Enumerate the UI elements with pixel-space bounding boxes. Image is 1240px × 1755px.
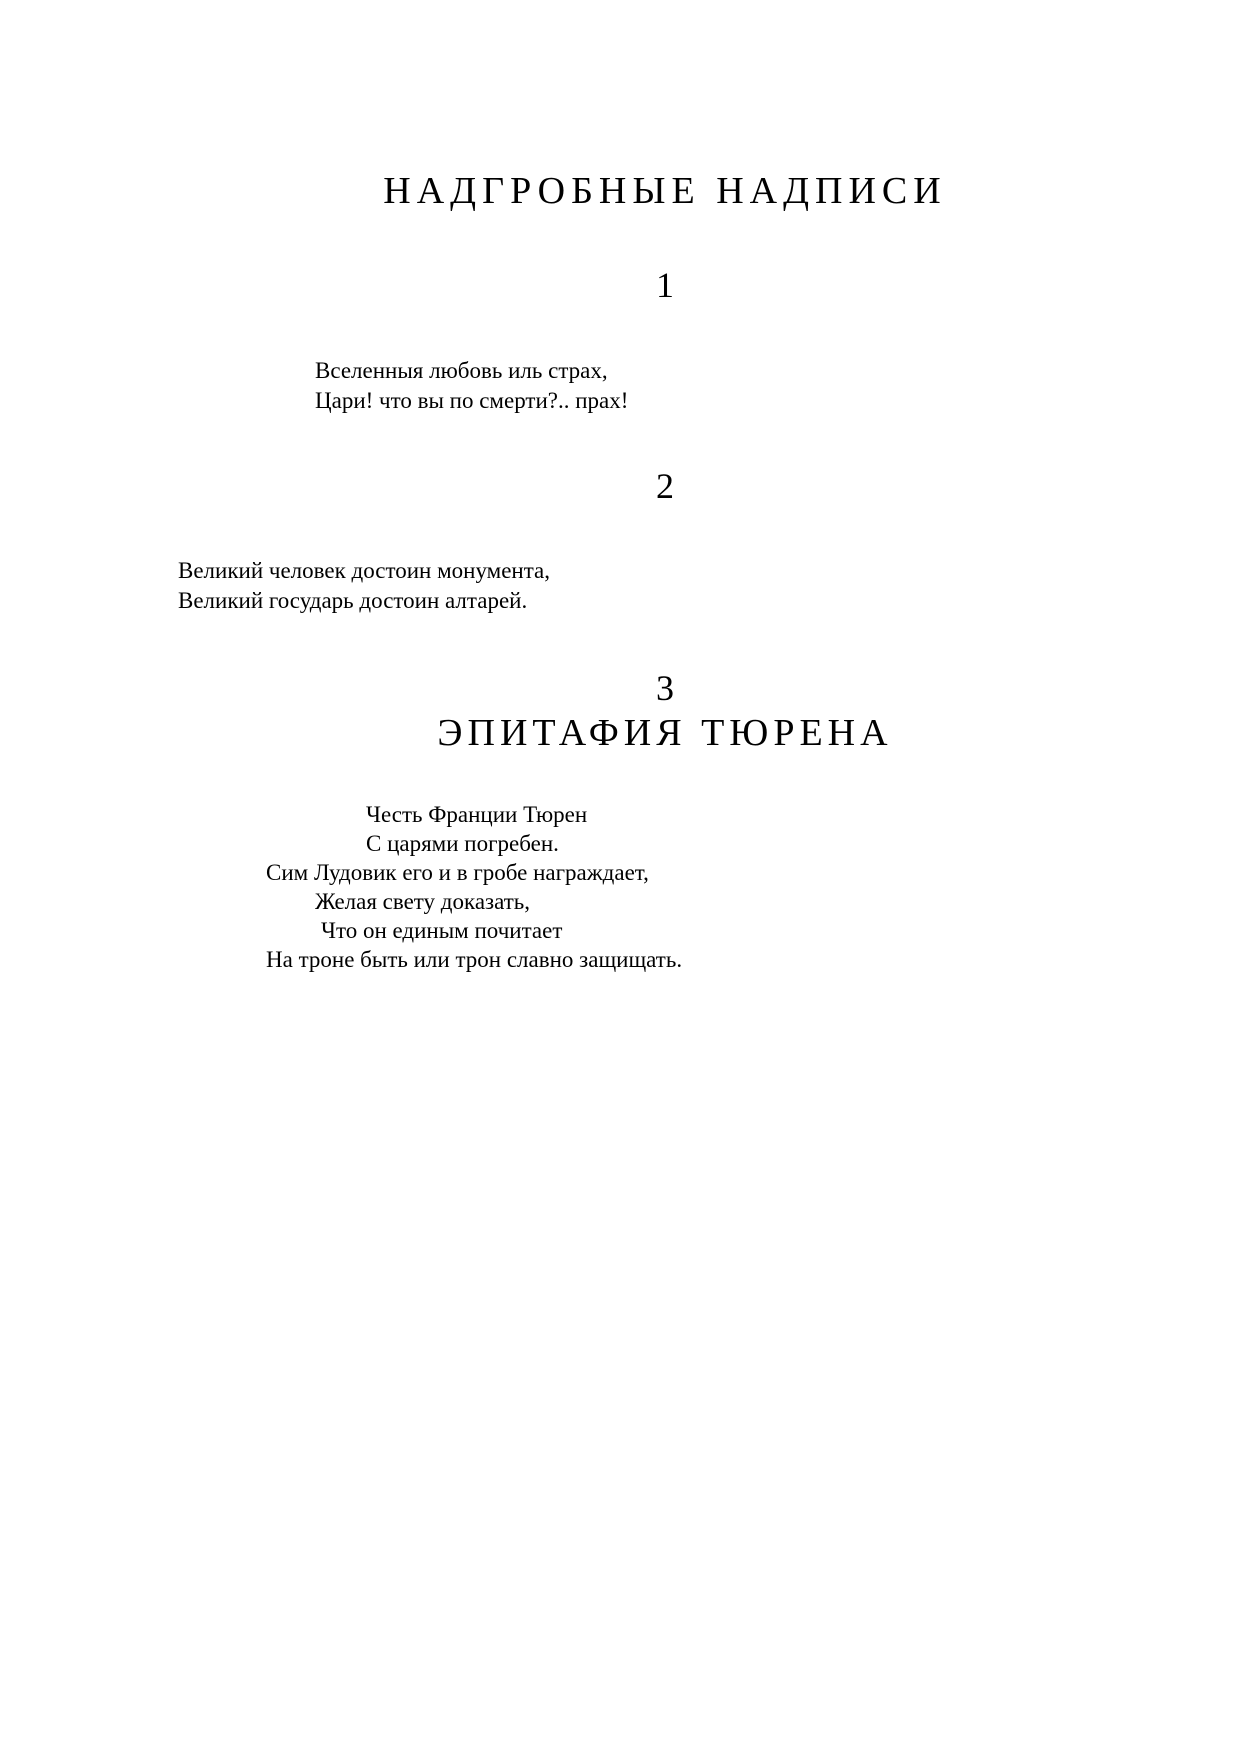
section-number-1: 1 bbox=[656, 265, 674, 305]
verse-line-3-3: Сим Лудовик его и в гробе награждает, bbox=[266, 860, 649, 885]
section-number-3: 3 bbox=[656, 668, 674, 708]
verse-line-2-2: Великий государь достоин алтарей. bbox=[178, 588, 528, 613]
section-number-2: 2 bbox=[656, 466, 674, 506]
verse-line-1-2: Цари! что вы по смерти?.. прах! bbox=[315, 388, 629, 413]
verse-line-3-6: На троне быть или трон славно защищать. bbox=[266, 947, 683, 972]
page-title: НАДГРОБНЫЕ НАДПИСИ bbox=[383, 170, 947, 212]
verse-line-1-1: Вселенныя любовь иль страх, bbox=[315, 358, 608, 383]
verse-line-3-1: Честь Франции Тюрен bbox=[366, 802, 588, 827]
verse-line-3-2: С царями погребен. bbox=[366, 831, 559, 856]
verse-line-3-5: Что он единым почитает bbox=[321, 918, 563, 943]
verse-line-3-4: Желая свету доказать, bbox=[315, 889, 531, 914]
section-subtitle: ЭПИТАФИЯ ТЮРЕНА bbox=[437, 712, 893, 754]
verse-line-2-1: Великий человек достоин монумента, bbox=[178, 558, 551, 583]
